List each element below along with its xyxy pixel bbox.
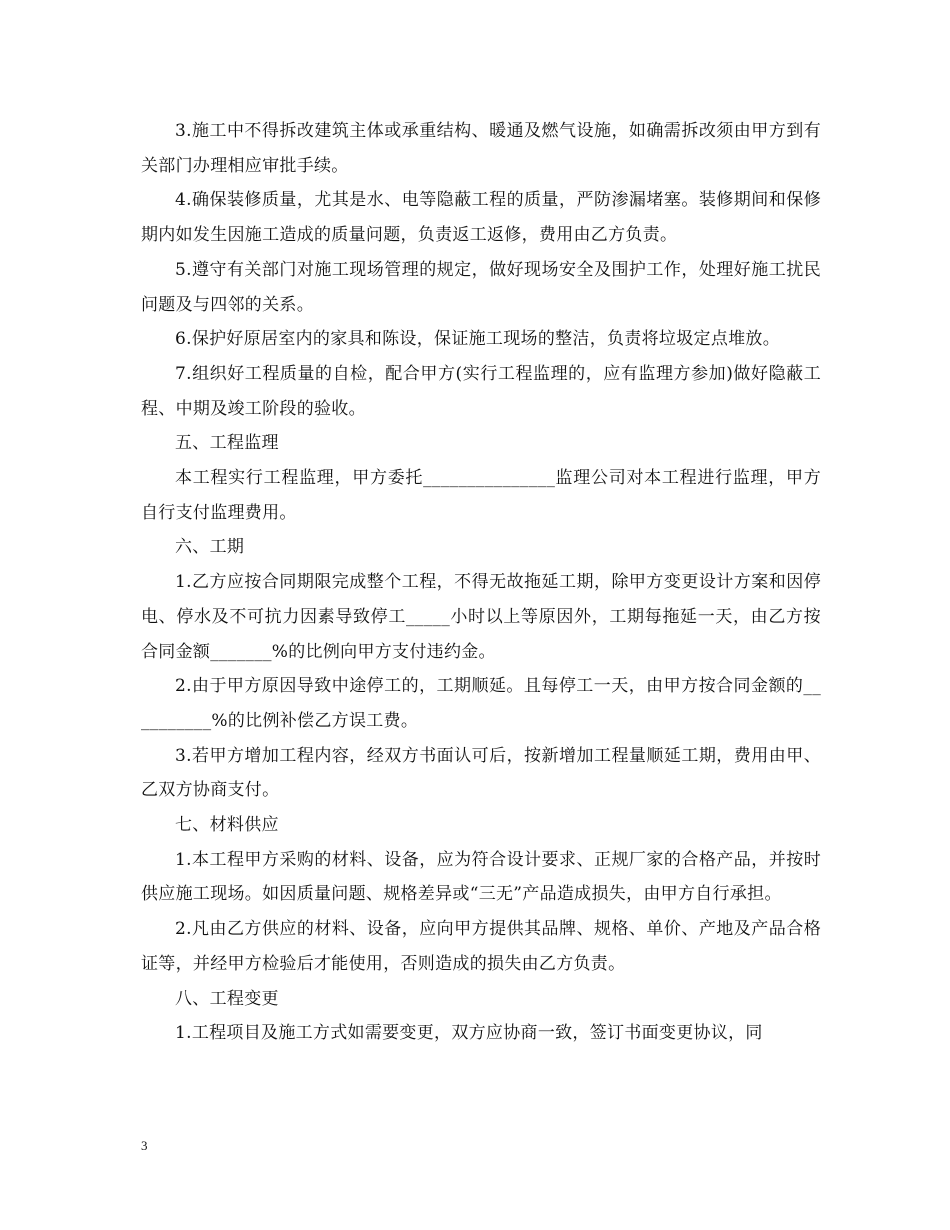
paragraph-schedule-3: 3.若甲方增加工程内容，经双方书面认可后，按新增加工程量顺延工期，费用由甲、乙双方协商支付。	[141, 745, 821, 801]
paragraph-clause-5: 5.遵守有关部门对施工现场管理的规定，做好现场安全及围护工作，处理好施工扰民问题及与四邻的关系。	[141, 259, 821, 315]
paragraph-clause-3: 3.施工中不得拆改建筑主体或承重结构、暖通及燃气设施，如确需拆改须由甲方到有关部门办理相应审批手续。	[141, 121, 821, 176]
paragraph-supervision: 本工程实行工程监理，甲方委托_______________监理公司对本工程进行监理，甲方自行支付监理费用。	[141, 468, 821, 523]
paragraph-schedule-1: 1.乙方应按合同期限完成整个工程，不得无故拖延工期，除甲方变更设计方案和因停电、停水及不可抗力因素导致停工_____小时以上等原因外，工期每拖延一天，由乙方按合同金额_______%的比例向甲方支付违约金。	[141, 572, 821, 662]
paragraph-clause-4: 4.确保装修质量，尤其是水、电等隐蔽工程的质量，严防渗漏堵塞。装修期间和保修期内如发生因施工造成的质量问题，负责返工返修，费用由乙方负责。	[141, 190, 821, 246]
paragraph-materials-2: 2.凡由乙方供应的材料、设备，应向甲方提供其品牌、规格、单价、产地及产品合格证等，并经甲方检验后才能使用，否则造成的损失由乙方负责。	[141, 919, 821, 974]
paragraph-schedule-2: 2.由于甲方原因导致中途停工的，工期顺延。且每停工一天，由甲方按合同金额的__________%的比例补偿乙方误工费。	[141, 676, 821, 731]
section-heading-materials: 七、材料供应	[175, 815, 279, 836]
section-heading-changes: 八、工程变更	[175, 988, 279, 1009]
paragraph-materials-1: 1.本工程甲方采购的材料、设备，应为符合设计要求、正规厂家的合格产品，并按时供应施工现场。如因质量问题、规格差异或“三无”产品造成损失，由甲方自行承担。	[141, 849, 821, 905]
paragraph-clause-7: 7.组织好工程质量的自检，配合甲方(实行工程监理的，应有监理方参加)做好隐蔽工程、中期及竣工阶段的验收。	[141, 363, 821, 419]
document-body	[141, 114, 821, 1051]
paragraph-clause-6: 6.保护好原居室内的家具和陈设，保证施工现场的整洁，负责将垃圾定点堆放。	[175, 329, 781, 350]
paragraph-changes-1: 1.工程项目及施工方式如需要变更，双方应协商一致，签订书面变更协议，同	[175, 1023, 763, 1044]
page-number: 3	[141, 1138, 148, 1153]
section-heading-schedule: 六、工期	[175, 537, 245, 558]
section-heading-supervision: 五、工程监理	[175, 433, 279, 454]
